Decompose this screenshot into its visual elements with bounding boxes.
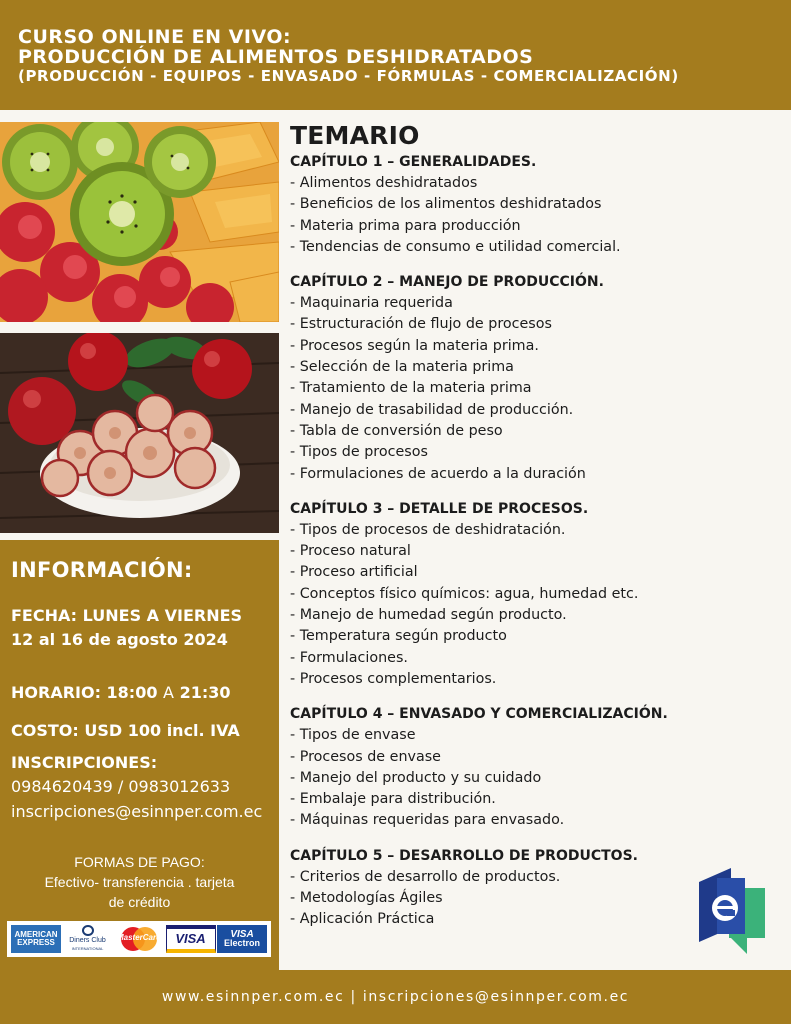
chapter-item: - Embalaje para distribución. <box>290 791 496 808</box>
header-line-1: CURSO ONLINE EN VIVO: <box>18 26 292 48</box>
fecha-label: FECHA: LUNES A VIERNES <box>11 606 243 625</box>
chapter-item: - Metodologías Ágiles <box>290 890 443 907</box>
chapter-item: - Proceso artificial <box>290 564 418 581</box>
chapter-item: - Procesos de envase <box>290 748 441 765</box>
diners-card-logo <box>63 925 113 953</box>
elec-line-1: VISA <box>230 929 254 940</box>
esinnper-logo <box>695 866 767 956</box>
chapter-list <box>290 152 770 931</box>
chapter-item: - Tipos de procesos <box>290 444 428 461</box>
info-heading: INFORMACIÓN: <box>11 558 193 582</box>
chapter-item: - Manejo de trasabilidad de producción. <box>290 401 574 418</box>
chapter-item: - Aplicación Práctica <box>290 911 435 928</box>
diners-line-2: INTERNATIONAL <box>71 946 104 951</box>
amex-line-2: EXPRESS <box>17 938 55 947</box>
chapter-item: - Proceso natural <box>290 543 411 560</box>
chapter-4 <box>290 704 770 831</box>
apple-chips-photo <box>0 333 279 533</box>
page-footer: www.esinnper.com.ec | inscripciones@esinnper.com.ec <box>0 970 791 1024</box>
chapter-item: - Tipos de envase <box>290 727 416 744</box>
pago-line-1: Efectivo- transferencia . tarjeta <box>44 874 235 890</box>
chapter-item: - Temperatura según producto <box>290 628 507 645</box>
chapter-3 <box>290 499 770 690</box>
page-header <box>0 0 791 110</box>
chapter-item: - Formulaciones de acuerdo a la duración <box>290 465 586 482</box>
header-line-3: (PRODUCCIÓN - EQUIPOS - ENVASADO - FÓRMULAS - COMERCIALIZACIÓN) <box>18 66 679 85</box>
dried-fruit-illustration <box>0 122 279 322</box>
elec-line-2: Electron <box>223 938 260 948</box>
chapter-item: - Maquinaria requerida <box>290 295 453 312</box>
costo: COSTO: USD 100 incl. IVA <box>11 721 240 740</box>
pago-label: FORMAS DE PAGO: <box>74 854 205 870</box>
pago-line-2: de crédito <box>108 894 171 910</box>
chapter-item: - Formulaciones. <box>290 649 408 666</box>
mastercard-logo <box>114 925 164 953</box>
fecha-dates: 12 al 16 de agosto 2024 <box>11 630 228 649</box>
chapter-item: - Selección de la materia prima <box>290 359 514 376</box>
chapter-item: - Manejo de humedad según producto. <box>290 607 567 624</box>
chapter-1 <box>290 152 770 258</box>
chapter-item: - Procesos complementarios. <box>290 670 497 687</box>
chapter-2 <box>290 272 770 485</box>
temario-section <box>290 120 770 945</box>
horario-a: A <box>163 683 174 702</box>
payment-cards <box>7 921 271 957</box>
chapter-heading: CAPÍTULO 2 – MANEJO DE PRODUCCIÓN. <box>290 274 604 291</box>
chapter-item: - Criterios de desarrollo de productos. <box>290 868 561 885</box>
chapter-heading: CAPÍTULO 4 – ENVASADO Y COMERCIALIZACIÓN. <box>290 706 668 723</box>
amex-card-logo <box>11 925 61 953</box>
info-panel <box>0 540 279 970</box>
horario-label: HORARIO: 18:00 <box>11 683 158 702</box>
dried-fruit-photo <box>0 122 279 322</box>
chapter-item: - Tabla de conversión de peso <box>290 422 503 439</box>
apple-chips-illustration <box>0 333 279 533</box>
chapter-item: - Manejo del producto y su cuidado <box>290 769 542 786</box>
chapter-item: - Tendencias de consumo e utilidad comercial. <box>290 238 621 255</box>
email[interactable]: inscripciones@esinnper.com.ec <box>11 802 263 821</box>
visa-card-logo: VISA <box>166 925 216 953</box>
visa-electron-logo <box>217 925 267 953</box>
horario-end: 21:30 <box>179 683 231 702</box>
chapter-item: - Tratamiento de la materia prima <box>290 380 532 397</box>
chapter-item: - Estructuración de flujo de procesos <box>290 316 552 333</box>
inscripciones-label: INSCRIPCIONES: <box>11 753 158 772</box>
chapter-heading: CAPÍTULO 5 – DESARROLLO DE PRODUCTOS. <box>290 847 638 864</box>
header-line-2: PRODUCCIÓN DE ALIMENTOS DESHIDRATADOS <box>18 45 534 68</box>
chapter-heading: CAPÍTULO 3 – DETALLE DE PROCESOS. <box>290 500 589 517</box>
chapter-item: - Máquinas requeridas para envasado. <box>290 812 565 829</box>
chapter-item: - Tipos de procesos de deshidratación. <box>290 521 566 538</box>
horario <box>11 681 231 704</box>
temario-title: TEMARIO <box>290 121 420 150</box>
chapter-item: - Procesos según la materia prima. <box>290 337 539 354</box>
diners-icon <box>82 925 94 936</box>
phones: 0984620439 / 0983012633 <box>11 777 231 796</box>
chapter-item: - Beneficios de los alimentos deshidratados <box>290 196 602 213</box>
chapter-item: - Alimentos deshidratados <box>290 175 478 191</box>
chapter-item: - Materia prima para producción <box>290 217 521 234</box>
esinnper-logo-icon <box>695 866 767 956</box>
amex-line-1: AMERICAN <box>14 930 58 939</box>
chapter-item: - Conceptos físico químicos: agua, humedad etc. <box>290 585 639 602</box>
mastercard-text: MasterCard <box>116 933 161 942</box>
diners-line-1: Diners Club <box>69 937 106 944</box>
chapter-heading: CAPÍTULO 1 – GENERALIDADES. <box>290 154 537 170</box>
